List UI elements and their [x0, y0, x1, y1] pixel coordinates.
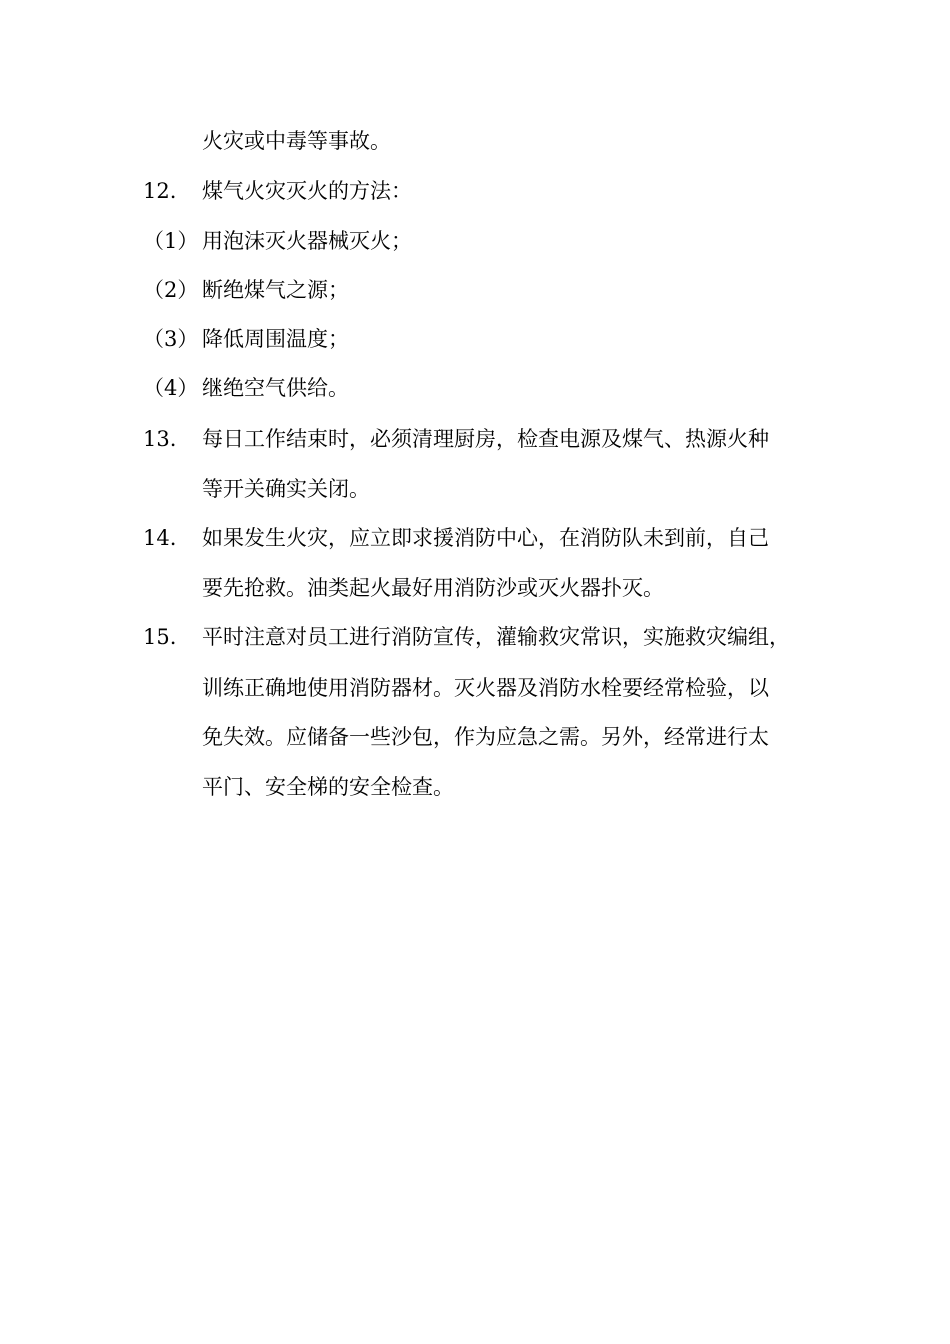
text-line: 每日工作结束时，必须清理厨房，检查电源及煤气、热源火种 — [202, 427, 769, 451]
sub-item-number: （2） — [143, 278, 199, 302]
text-line: 训练正确地使用消防器材。灭火器及消防水栓要经常检验，以 — [202, 676, 769, 700]
text-line: 等开关确实关闭。 — [202, 477, 370, 501]
sub-item-number: （3） — [143, 327, 199, 351]
text-line: 断绝煤气之源； — [202, 278, 349, 302]
text-line: 免失效。应储备一些沙包，作为应急之需。另外，经常进行太 — [202, 725, 769, 749]
text-line: 降低周围温度； — [202, 327, 349, 351]
text-line: 继绝空气供给。 — [202, 376, 349, 400]
item-number: 15. — [143, 625, 177, 649]
text-line: 如果发生火灾，应立即求援消防中心，在消防队未到前，自己 — [202, 526, 769, 550]
sub-item-number: （4） — [143, 376, 199, 400]
text-line: 平时注意对员工进行消防宣传，灌输救灾常识，实施救灾编组， — [202, 625, 790, 649]
text-line: 要先抢救。油类起火最好用消防沙或灭火器扑灭。 — [202, 576, 664, 600]
text-line: 火灾或中毒等事故。 — [202, 129, 391, 153]
text-line: 煤气火灾灭火的方法： — [202, 179, 412, 203]
sub-item-number: （1） — [143, 229, 199, 253]
item-number: 12. — [143, 179, 177, 203]
text-line: 用泡沫灭火器械灭火； — [202, 229, 412, 253]
text-line: 平门、安全梯的安全检查。 — [202, 775, 454, 799]
item-number: 13. — [143, 427, 177, 451]
item-number: 14. — [143, 526, 177, 550]
